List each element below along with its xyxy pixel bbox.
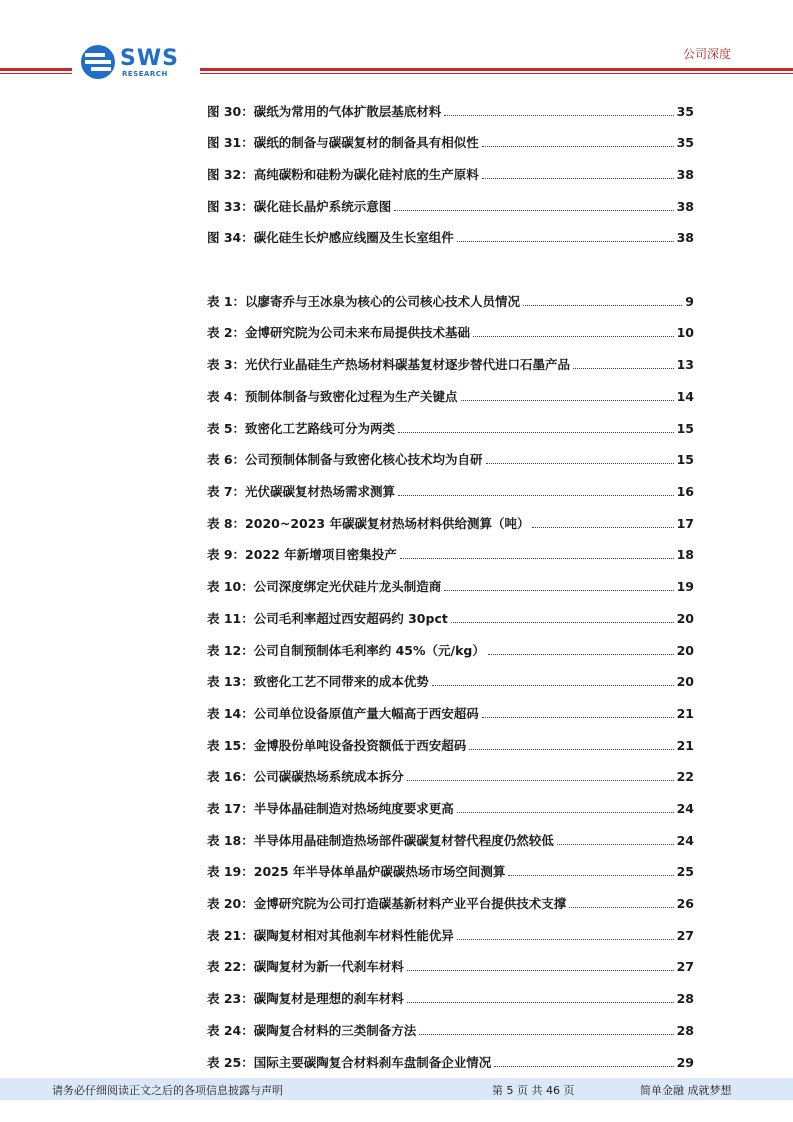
toc-entry[interactable] <box>207 227 694 247</box>
toc-label: 表 25：国际主要碳陶复合材料刹车盘制备企业情况 <box>207 1055 492 1070</box>
toc-entry[interactable] <box>207 1020 694 1040</box>
toc-page: 24 <box>676 832 694 848</box>
toc-leader <box>407 780 674 781</box>
toc-page: 27 <box>676 927 694 943</box>
logo-subtext: RESEARCH <box>122 70 168 78</box>
toc-leader <box>482 717 674 718</box>
toc-label: 表 23：碳陶复材是理想的刹车材料 <box>207 991 404 1006</box>
toc-label: 表 5：致密化工艺路线可分为两类 <box>207 421 396 436</box>
toc-entry[interactable] <box>207 291 694 311</box>
toc-label: 表 1：以廖寄乔与王冰泉为核心的公司核心技术人员情况 <box>207 294 521 309</box>
toc-leader <box>482 178 674 179</box>
toc-page: 26 <box>676 895 694 911</box>
toc-entry[interactable] <box>207 735 694 755</box>
toc-page: 20 <box>676 673 694 689</box>
toc-page: 21 <box>676 737 694 753</box>
toc-entry[interactable] <box>207 322 694 342</box>
sws-logo-icon <box>80 44 116 80</box>
toc-page: 28 <box>676 990 694 1006</box>
toc-page: 14 <box>676 388 694 404</box>
toc-entry[interactable] <box>207 798 694 818</box>
toc-label: 表 17：半导体晶硅制造对热场纯度要求更高 <box>207 801 454 816</box>
toc-entry[interactable] <box>207 1052 694 1072</box>
toc-label: 表 24：碳陶复合材料的三类制备方法 <box>207 1023 417 1038</box>
toc-label: 图 32：高纯碳粉和硅粉为碳化硅衬底的生产原料 <box>207 167 479 182</box>
toc-label: 表 11：公司毛利率超过西安超码约 30pct <box>207 611 448 626</box>
toc-label: 图 31：碳纸的制备与碳碳复材的制备具有相似性 <box>207 135 479 150</box>
toc-leader <box>457 812 674 813</box>
toc-page: 20 <box>676 642 694 658</box>
toc-leader <box>457 939 674 940</box>
toc-leader <box>494 1066 673 1067</box>
toc-leader <box>444 590 673 591</box>
footer-page-number: 第 5 页 共 46 页 <box>492 1084 575 1097</box>
toc-leader <box>461 400 674 401</box>
toc-label: 表 15：金博股份单吨设备投资额低于西安超码 <box>207 738 467 753</box>
toc-label: 表 13：致密化工艺不同带来的成本优势 <box>207 674 429 689</box>
toc-label: 表 9：2022 年新增项目密集投产 <box>207 547 397 562</box>
toc-entry[interactable] <box>207 703 694 723</box>
toc-leader <box>419 1034 673 1035</box>
toc-entry[interactable] <box>207 544 694 564</box>
toc-leader <box>400 558 674 559</box>
toc-page: 15 <box>676 451 694 467</box>
toc-entry[interactable] <box>207 830 694 850</box>
toc-label: 图 34：碳化硅生长炉感应线圈及生长室组件 <box>207 230 454 245</box>
toc-entry[interactable] <box>207 893 694 913</box>
toc-label: 表 22：碳陶复材为新一代刹车材料 <box>207 959 404 974</box>
toc-leader <box>432 685 674 686</box>
toc-leader <box>394 210 673 211</box>
toc-entry[interactable] <box>207 766 694 786</box>
toc-entry[interactable] <box>207 513 694 533</box>
logo-text: SWS <box>120 46 179 71</box>
toc-entry[interactable] <box>207 101 694 121</box>
toc-entry[interactable] <box>207 988 694 1008</box>
toc-label: 表 16：公司碳碳热场系统成本拆分 <box>207 769 404 784</box>
page-footer <box>0 1078 793 1100</box>
header-rule-left <box>0 68 72 74</box>
toc-label: 表 19：2025 年半导体单晶炉碳碳热场市场空间测算 <box>207 864 506 879</box>
toc-leader <box>444 115 673 116</box>
toc-entry[interactable] <box>207 640 694 660</box>
toc-entry[interactable] <box>207 671 694 691</box>
toc-entry[interactable] <box>207 418 694 438</box>
toc-label: 表 12：公司自制预制体毛利率约 45%（元/kg） <box>207 643 485 658</box>
toc-label: 表 2：金博研究院为公司未来布局提供技术基础 <box>207 325 471 340</box>
toc-leader <box>398 495 674 496</box>
toc-label: 表 18：半导体用晶硅制造热场部件碳碳复材替代程度仍然较低 <box>207 833 554 848</box>
toc-entry[interactable] <box>207 449 694 469</box>
toc-label: 表 8：2020~2023 年碳碳复材热场材料供给测算（吨） <box>207 516 530 531</box>
sws-logo <box>80 44 190 80</box>
toc-leader <box>573 368 674 369</box>
toc-label: 图 33：碳化硅长晶炉系统示意图 <box>207 199 392 214</box>
toc-leader <box>451 622 674 623</box>
toc-page: 38 <box>676 166 694 182</box>
toc-leader <box>557 844 674 845</box>
header-rule-right <box>200 68 793 74</box>
toc-label: 表 7：光伏碳碳复材热场需求测算 <box>207 484 396 499</box>
toc-label: 表 10：公司深度绑定光伏硅片龙头制造商 <box>207 579 442 594</box>
footer-slogan: 简单金融 成就梦想 <box>640 1084 732 1097</box>
toc-leader <box>488 654 674 655</box>
toc-page: 18 <box>676 546 694 562</box>
toc-label: 表 3：光伏行业晶硅生产热场材料碳基复材逐步替代进口石墨产品 <box>207 357 571 372</box>
toc-leader <box>532 527 673 528</box>
toc-label: 表 14：公司单位设备原值产量大幅高于西安超码 <box>207 706 479 721</box>
toc-entry[interactable] <box>207 576 694 596</box>
toc-leader <box>473 336 674 337</box>
toc-page: 10 <box>676 324 694 340</box>
toc-entry[interactable] <box>207 386 694 406</box>
toc-entry[interactable] <box>207 608 694 628</box>
toc-page: 38 <box>676 229 694 245</box>
toc-label: 表 21：碳陶复材相对其他刹车材料性能优异 <box>207 928 454 943</box>
report-type: 公司深度 <box>682 47 731 61</box>
toc-entry[interactable] <box>207 164 694 184</box>
toc-page: 35 <box>676 134 694 150</box>
toc-label: 表 6：公司预制体制备与致密化核心技术均为自研 <box>207 452 483 467</box>
toc-page: 38 <box>676 198 694 214</box>
toc-page: 16 <box>676 483 694 499</box>
toc-leader <box>407 1002 674 1003</box>
toc-page: 19 <box>676 578 694 594</box>
toc-page: 21 <box>676 705 694 721</box>
toc-entry[interactable] <box>207 956 694 976</box>
toc-page: 28 <box>676 1022 694 1038</box>
toc-page: 13 <box>676 356 694 372</box>
toc-page: 22 <box>676 768 694 784</box>
toc-page: 17 <box>676 515 694 531</box>
toc-page: 20 <box>676 610 694 626</box>
footer-disclaimer: 请务必仔细阅读正文之后的各项信息披露与声明 <box>52 1084 283 1097</box>
toc-page: 9 <box>685 293 694 309</box>
toc-page: 15 <box>676 420 694 436</box>
toc-page: 35 <box>676 103 694 119</box>
toc-leader <box>407 970 674 971</box>
toc-leader <box>398 432 674 433</box>
toc-entry[interactable] <box>207 861 694 881</box>
toc-label: 图 30：碳纸为常用的气体扩散层基底材料 <box>207 104 442 119</box>
toc-leader <box>457 241 674 242</box>
toc-entry[interactable] <box>207 196 694 216</box>
toc-leader <box>469 749 673 750</box>
toc-entry[interactable] <box>207 481 694 501</box>
toc-leader <box>523 305 682 306</box>
toc-page: 27 <box>676 958 694 974</box>
toc-entry[interactable] <box>207 132 694 152</box>
toc-page: 25 <box>676 863 694 879</box>
toc-leader <box>482 146 674 147</box>
toc-label: 表 20：金博研究院为公司打造碳基新材料产业平台提供技术支撑 <box>207 896 567 911</box>
toc-leader <box>569 907 673 908</box>
toc-label: 表 4：预制体制备与致密化过程为生产关键点 <box>207 389 458 404</box>
toc-entry[interactable] <box>207 354 694 374</box>
toc-entry[interactable] <box>207 925 694 945</box>
toc-leader <box>486 463 674 464</box>
toc-leader <box>508 875 673 876</box>
toc-page: 24 <box>676 800 694 816</box>
toc-page: 29 <box>676 1054 694 1070</box>
